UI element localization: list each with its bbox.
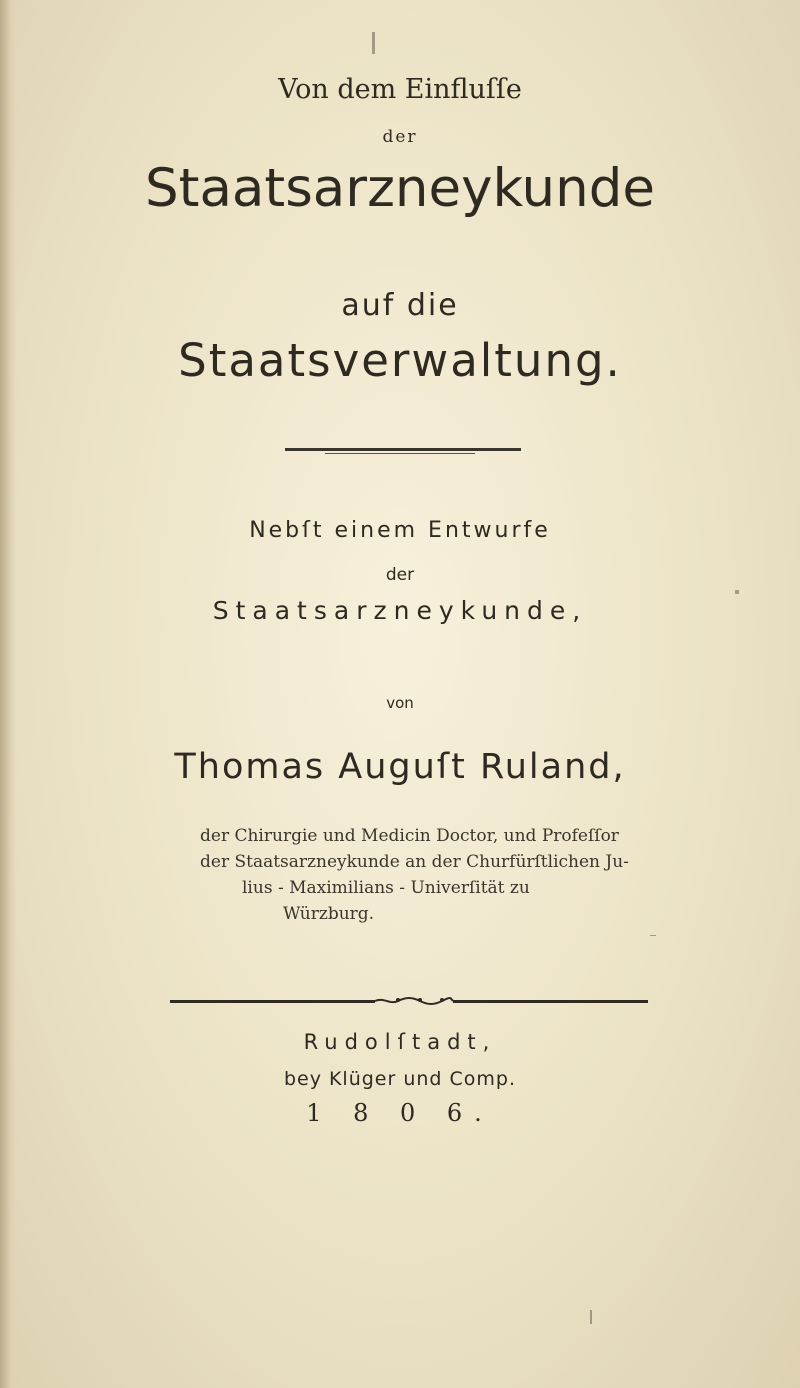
author-desc-line: Würzburg. xyxy=(283,904,375,924)
paper-speck xyxy=(735,590,739,594)
author-desc-line: der Staatsarzneykunde an der Churfürſtlichen Ju- xyxy=(200,852,629,872)
imprint-publisher: bey Klüger und Comp. xyxy=(283,1068,517,1090)
subtitle-line-3: Staatsarzneykunde, xyxy=(212,596,588,625)
author-desc-line: der Chirurgie und Medicin Doctor, und Profeſſor xyxy=(200,826,619,846)
title-line-2: der xyxy=(382,127,418,147)
title-line-5: Staatsverwaltung. xyxy=(178,334,622,387)
author-desc-line: lius - Maximilians - Univerſität zu xyxy=(242,878,530,898)
paper-speck xyxy=(590,1310,592,1324)
paper-speck xyxy=(372,32,375,54)
author-description xyxy=(200,823,629,927)
divider-rule xyxy=(285,448,521,451)
imprint-place: Rudolſtadt, xyxy=(303,1030,497,1054)
by-line: von xyxy=(386,694,414,712)
author-name: Thomas Auguſt Ruland, xyxy=(174,747,626,787)
title-main: Staatsarzneykunde xyxy=(145,158,655,219)
ornamental-rule xyxy=(170,997,648,1005)
subtitle-line-1: Nebſt einem Entwurfe xyxy=(249,518,551,543)
subtitle-line-2: der xyxy=(385,565,415,585)
paper-speck xyxy=(650,935,656,936)
title-line-1: Von dem Einfluſſe xyxy=(278,74,522,105)
imprint-year: 1 8 0 6. xyxy=(306,1099,494,1127)
title-line-4: auf die xyxy=(341,288,459,323)
